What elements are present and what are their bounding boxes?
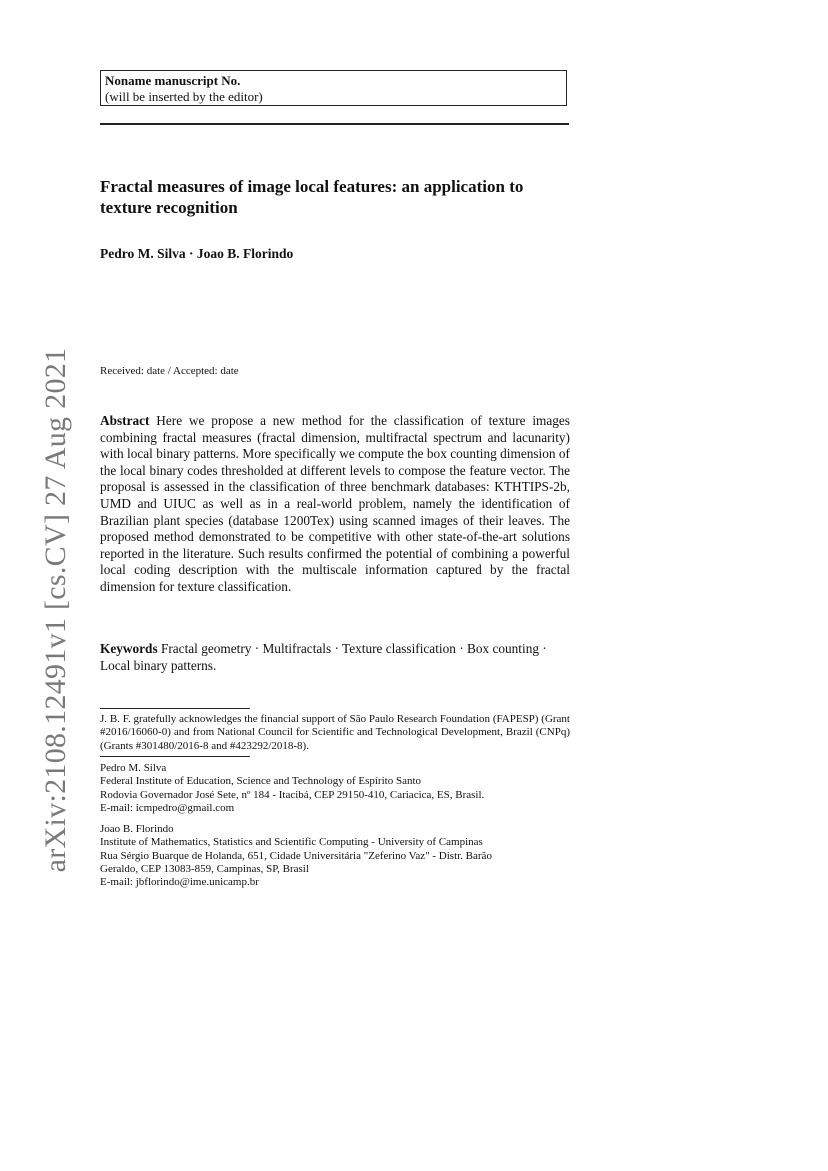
author1-affiliation (100, 762, 570, 815)
author2-address-line2: Geraldo, CEP 13083-859, Campinas, SP, Brasil (100, 862, 309, 875)
abstract-text: Here we propose a new method for the classification of texture images combining fractal measures (fractal dimension, multifractal spectrum and lacunarity) with local binary patterns. More specifically we compute the box counting dimension of the local binary codes thresholded at different levels to compose the feature vector. The proposal is assessed in the classification of three benchmark databases: KTHTIPS-2b, UMD and UIUC as well as in a real-world problem, namely the identification of Brazilian plant species (database 1200Tex) using scanned images of their leaves. The proposed method demonstrated to be competitive with other state-of-the-art solutions reported in the literature. Such results confirmed the potential of combining a powerful local coding description with the multiscale information captured by the fractal dimension for texture classification. (100, 413, 570, 594)
paper-title: Fractal measures of image local features: an application to texture recognition (100, 177, 524, 217)
paper-authors: Pedro M. Silva · Joao B. Florindo (100, 246, 294, 261)
author2-address-line1: Rua Sérgio Buarque de Holanda, 651, Cidade Universitária "Zeferino Vaz" - Distr. Barão (100, 849, 492, 862)
author1-email: E-mail: icmpedro@gmail.com (100, 801, 235, 814)
author2-institution: Institute of Mathematics, Statistics and Scientific Computing - University of Campinas (100, 836, 483, 849)
affiliation-rule (100, 756, 250, 757)
author1-name: Pedro M. Silva (100, 762, 167, 774)
abstract (100, 413, 570, 596)
keywords-heading: Keywords (100, 641, 158, 656)
keywords (100, 641, 570, 674)
abstract-heading: Abstract (100, 413, 150, 428)
arxiv-identifier-stamp: arXiv:2108.12491v1 [cs.CV] 27 Aug 2021 (39, 347, 72, 873)
received-date: Received: date / Accepted: date (100, 365, 239, 377)
author2-affiliation (100, 823, 570, 889)
acknowledgment-footnote (100, 713, 570, 753)
footnote-rule (100, 708, 250, 709)
header-rule (100, 123, 569, 125)
manuscript-note: (will be inserted by the editor) (105, 89, 263, 104)
manuscript-number: Noname manuscript No. (105, 73, 241, 88)
keywords-text: Fractal geometry · Multifractals · Texture classification · Box counting · Local binary patterns. (100, 641, 547, 673)
acknowledgment-text: J. B. F. gratefully acknowledges the financial support of São Paulo Research Foundation (FAPESP) (Grant #2016/16060-0) and from National Council for Scientific and Technological Development, Brazil (CNPq) (Grants #301480/2016-8 and #423292/2018-8). (100, 713, 570, 752)
author2-email: E-mail: jbflorindo@ime.unicamp.br (100, 876, 259, 889)
manuscript-box (100, 70, 567, 106)
author1-address: Rodovia Governador José Sete, nº 184 - Itacibá, CEP 29150-410, Cariacica, ES, Brasil. (100, 788, 485, 801)
author1-institution: Federal Institute of Education, Science and Technology of Espírito Santo (100, 775, 422, 788)
author2-name: Joao B. Florindo (100, 823, 174, 835)
